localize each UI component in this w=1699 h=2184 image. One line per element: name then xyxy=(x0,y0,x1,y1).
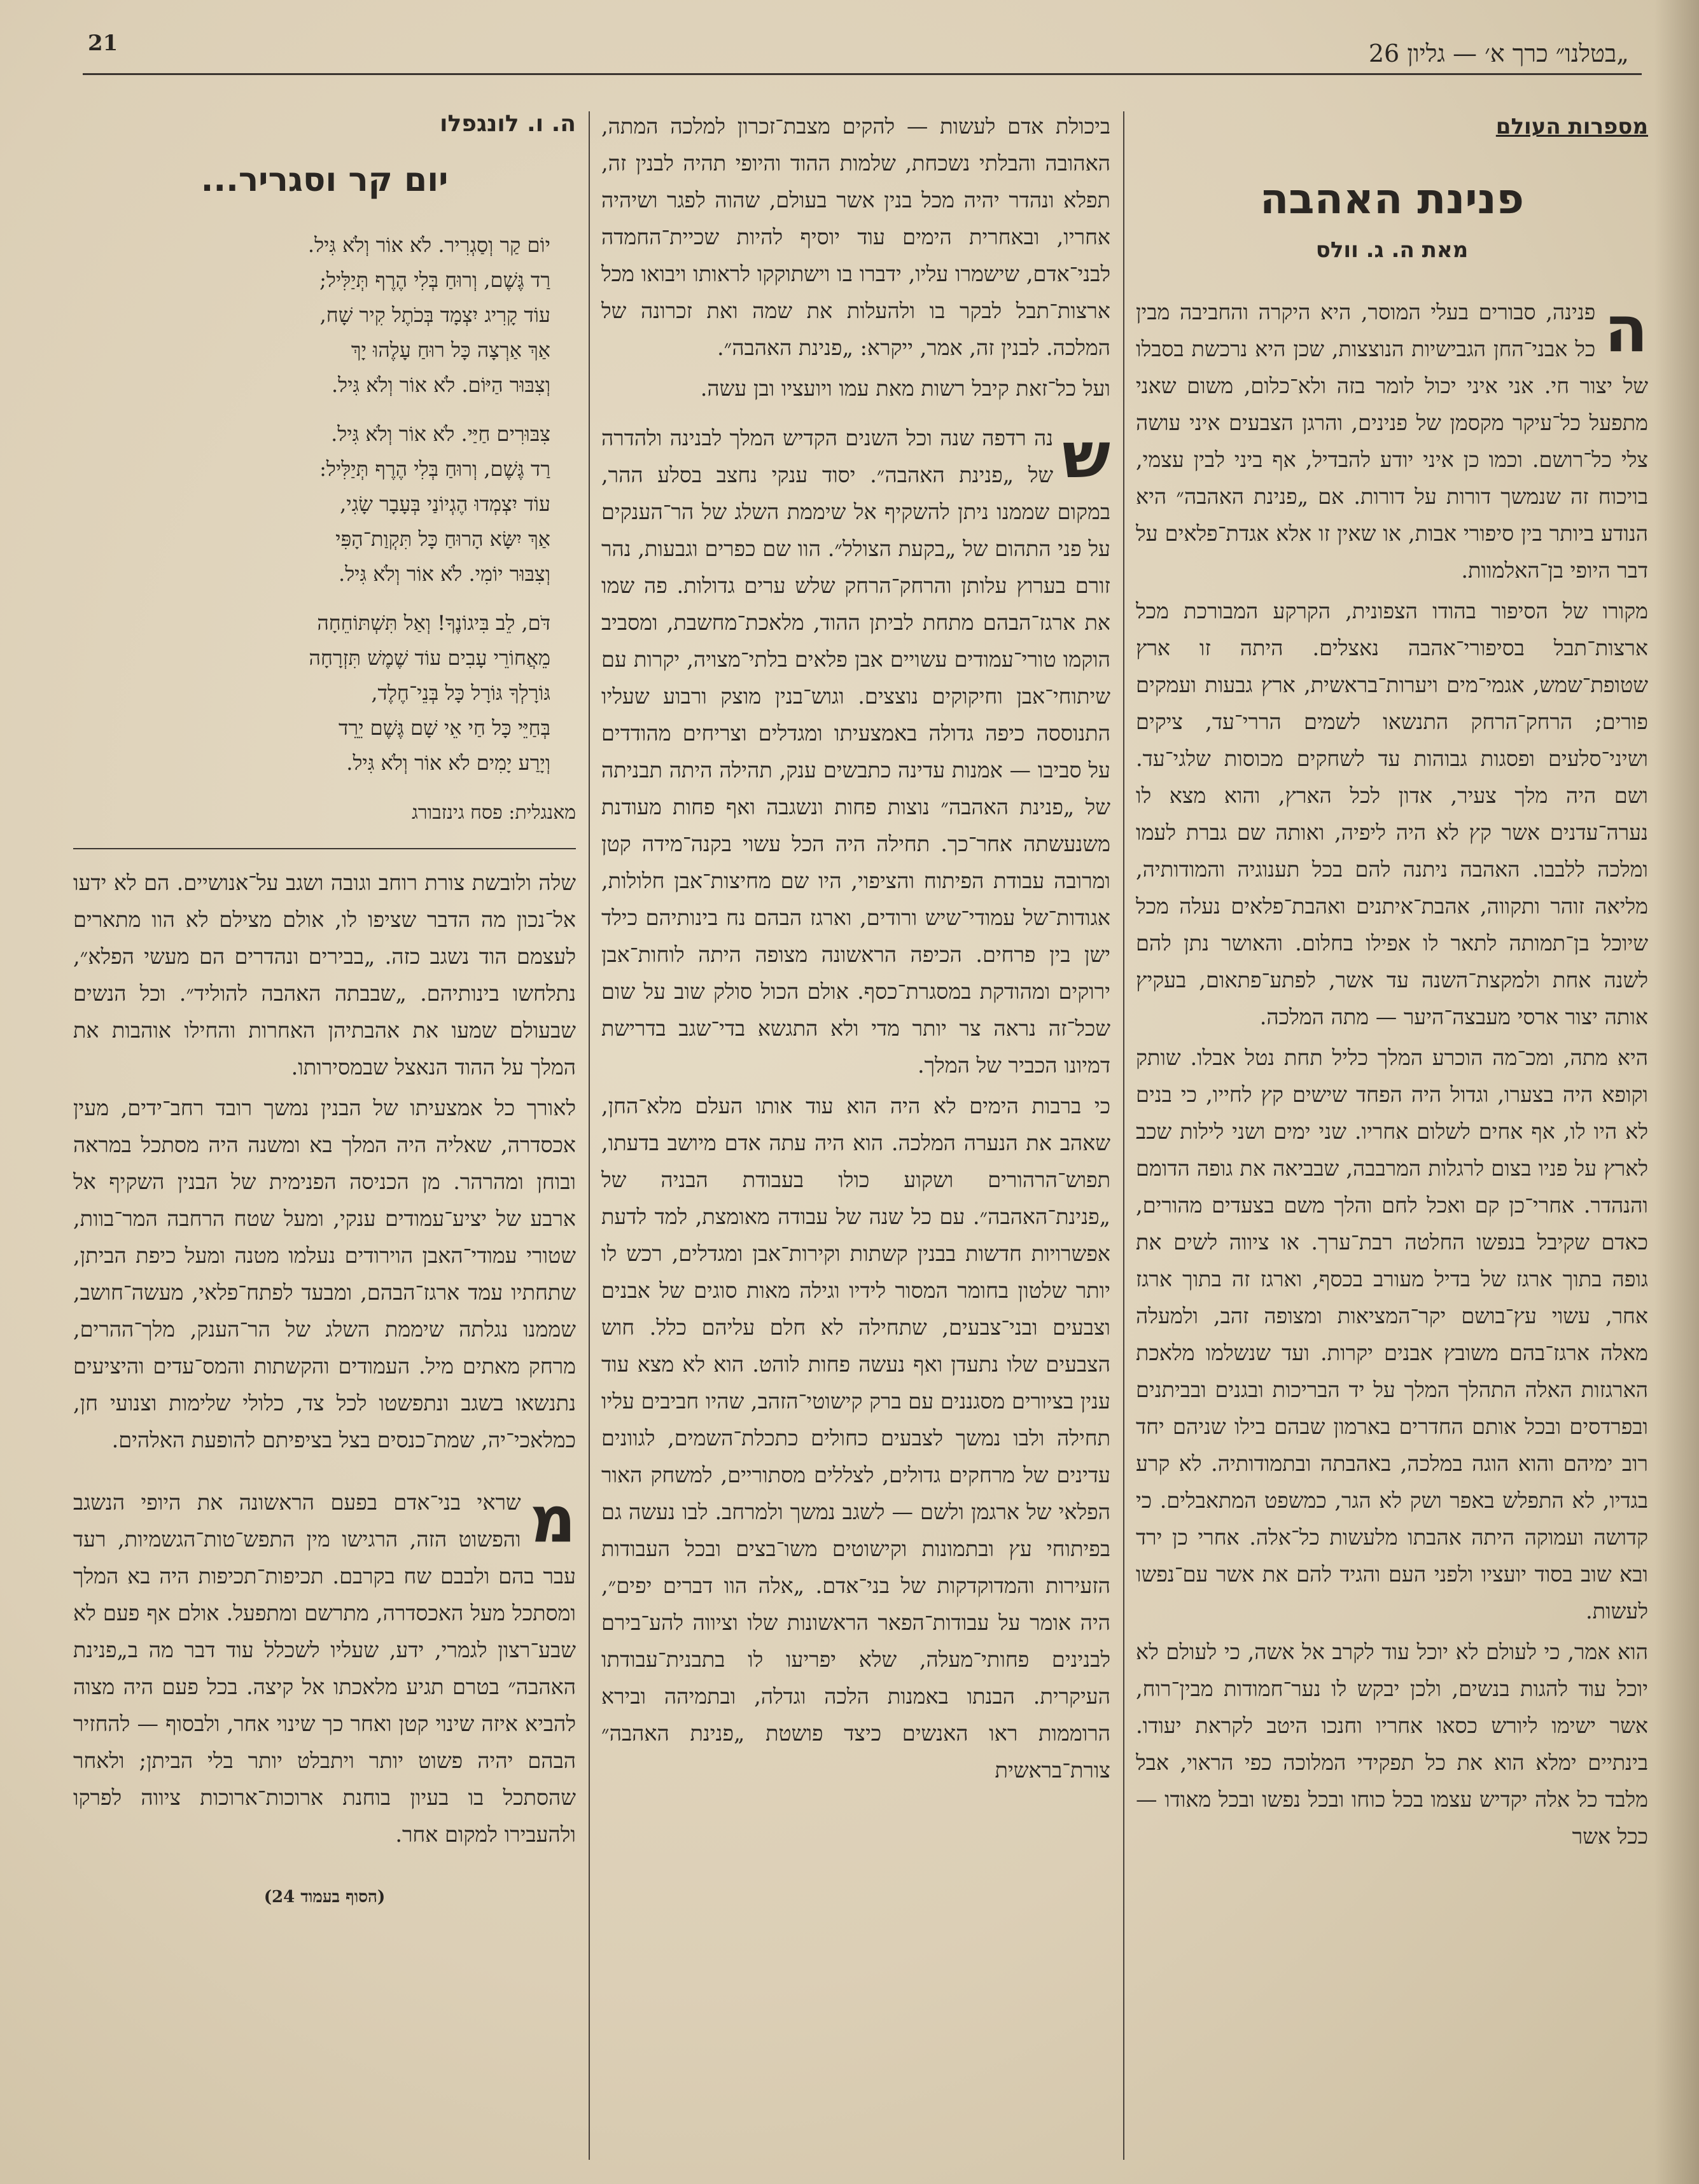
poem-line: רַד גֶּשֶׁם, וְרוּחַ בְּלִי הֶרֶף תְּיַלִּיל: xyxy=(319,457,550,481)
poem-stanza xyxy=(73,417,550,592)
drop-cap: מ xyxy=(529,1482,576,1557)
poem-line: יוֹם קַר וְסַגְרִיר. לֹא אוֹר וְלֹא גִּיל. xyxy=(307,233,550,257)
drop-cap: ש xyxy=(1062,418,1110,492)
poem-line: רַד גֶּשֶׁם, וְרוּחַ בְּלִי הֶרֶף תְּיַלִּיל; xyxy=(319,268,550,292)
paragraph: ביכולת אדם לעשות — להקים מצבת־זכרון למלכה המתה, האהובה והבלתי נשכחת, שלמות ההוד והיופי תהיה לבנין זה, תפלא ונהדר יהיה מכל בנין אשר בעולם, שהוה לפגר ושיהיה אחריו, ובאחרית הימים עוד יוסיף להיות שכיית־החמדה לבני־אדם, שישמרו עליו, ידברו בו וישתוקקו לראותו ויבואו מכל ארצות־תבל לבקר בו ולהעלות את שמה ואת זכרונה של המלכה. לבנין זה, אמר, ייקרא: „פנינת האהבה״. xyxy=(601,114,1110,360)
poem-stanza xyxy=(73,228,550,403)
article-byline: מאת ה. ג. וולס xyxy=(1315,237,1469,263)
poem-line: מֵאֲחוֹרֵי עָבִים עוֹד שֶׁמֶשׁ תִּזְרָחָה xyxy=(309,646,550,670)
poem-line: אַךְ יִשָּׂא הָרוּחַ כָּל תִּקְוַת־הָפִּי xyxy=(335,527,550,551)
poem-line: דֹּם, לֵב בִּיגוֹנֶךָ! וְאַל תִּשְׁתּוֹחֵחָה xyxy=(317,611,550,635)
page-number: 21 xyxy=(88,31,118,56)
article-title: פנינת האהבה xyxy=(1259,174,1525,223)
continued-note: (הסוף בעמוד 24) xyxy=(263,1888,386,1907)
column-divider-right xyxy=(1123,111,1124,2160)
paragraph: הוא אמר, כי לעולם לא יוכל עוד לקרב אל אשה, כי לעולם לא יוכל עוד להגות בנשים, ולכן יבקש לו נער־חמודות מבין־רוח, אשר ישימו ליורש כסאו אחריו וחנכו היטב לקראת יעודו. בינתיים ימלא הוא את כל תפקידי המלוכה כפי הראוי, אבל מלבד כל אלה יקדיש עצמו בכל כוחו ובכל נפשו ובכל מאודו — ככל אשר xyxy=(1136,1639,1648,1849)
page-fold-shadow xyxy=(1654,0,1699,2184)
article-column-middle xyxy=(601,108,1110,2163)
drop-cap: ה xyxy=(1604,292,1648,366)
poem-line: בְּחַיֵּי כָּל חַי אֵי שָׁם גֶּשֶׁם יֵרֵד xyxy=(338,716,550,740)
paragraph: ועל כל־זאת קיבל רשות מאת עמו ויועציו ובן עשה. xyxy=(700,376,1110,401)
section-heading: מספרות העולם xyxy=(1495,114,1648,139)
poem-line: אַךְ אַרְצָה כָּל רוּחַ עָלֶהוּ יָךְ xyxy=(351,338,550,362)
paragraph: ש נה רדפה שנה וכל השנים הקדיש המלך לבנינה ולהדרה של „פנינת האהבה״. יסוד ענקי נחצב בסלע ההר, במקום שממנו ניתן להשקיף אל שיממת השלג של הר־הענקים על פני התהום של „בקעת הצולל״. הוו שם כפרים וגבעות, נהר זורם בערוץ עלותן והרחק־הרחק שלש ערים גדולות. פה שמו את ארגז־הבהם מתחת לביתן ההוד, מלאכת־מחשבת, ומסביב הוקמו טורי־עמודים עשויים אבן פלאים בלתי־מצויה, יקרות עם שיתוחי־אבן וחיקוקים נוצצים. וגוש־בנין מוצק ורבוע שעליו התנוססה כיפה גדולה באמצעיתו ומגדלים וצריחים מהודדים על סביבו — אמנות עדינה כתבשים ענק, תהילה היתה תבניתה של „פנינת האהבה״ נוצות פחות ונשגבה ואף פחות מעודנת משנעשתה אחר־כך. תחילה היה הכל עשוי בקנה־מידה קטן ומרובה עבודת הפיתוח והציפוי, היו שם מחיצות־אבן חלולות, אגודות־של עמודי־שיש ורודים, וארגז הבהם נח בינותיהם כילד ישן בין פרחים. הכיפה הראשונה מצופה היתה לוחות־אבן ירוקים ומהודקת במסגרת־כסף. אולם הכול סולק שוב על שום שכל־זה נראה צר יותר מדי ולא התגשא בדי־שגב בדרישת דמיונו הכביר של המלך. xyxy=(601,418,1110,1078)
poem-stanza xyxy=(73,606,550,781)
page-header xyxy=(76,25,1654,70)
paragraph: מקורו של הסיפור בהודו הצפונית, הקרקע המבורכת מכל ארצות־תבל בסיפורי־אהבה נאצלים. היתה זו ארץ שטופת־שמש, אגמי־מים ויערות־בראשית, ארץ גבעות ועמקים פורים; הרחק־הרחק התנשאו לשמים הררי־עד, ציקים ושיני־סלעים ופסגות גבוהות עד לשחקים מכוסות שלגי־עד. ושם היה מלך צעיר, אדון לכל הארץ, והוא מצא לו נערה־עדנים אשר קץ לא היה ליפיה, ואותה שם גברת לעמו ומלכה ללבבו. האהבה ניתנה להם בכל תענוגיה והמודותיה, מליאה זוהר ותקווה, אהבת־איתנים ואהבת־פלאים נעלה מכל שיוכל בן־תמותה לתאר לו אפילו בחלום. והאושר נתן להם לשנה אחת ולמקצת־השנה עד אשר, לפתע־פתאום, בעקיץ אותה יצור ארסי מעבצה־היער — מתה המלכה. xyxy=(1136,599,1648,1029)
paragraph: לאורך כל אמצעיתו של הבנין נמשך רובד רחב־ידים, מעין אכסדרה, שאליה היה המלך בא ומשנה היה מסתכל במראה ובוחן ומהרהר. מן הכניסה הפנימית של הבנין השקיף אל ארבע של יציע־עמודים ענקי, ומעל שטח הרחבה המר־בוות, שטורי עמודי־האבן הוירודים נעלמו מטנה ומעל כיפת הביתן, שתחתיו עמד ארגז־הבהם, ומבעד לפתח־פלאי, מעשה־חושב, שממנו נגלתה שיממת השלג של הר־הענק, מלך־ההרים, מרחק מאתים מיל. העמודים והקשתות והמס־עדים והיציעים נתנשאו בשגב ונתפשטו לכל צד, כלולי שלימות וצנועי חן, כמלאכי־יה, שמת־כנסים בצל בציפיתם להופעת האלהים. xyxy=(73,1095,576,1452)
poem-line: עוֹד קָרִיג יִצְמָד בְּכֹתֶל קִיר שָׁח, xyxy=(319,303,550,327)
article-column-left xyxy=(73,108,576,2163)
poem-line: עוֹד יִצְמְדוּ הֶגְיוֹנַי בְּעָבָר שָׂגִי, xyxy=(340,492,550,516)
paragraph: היא מתה, ומכ־מה הוכרע המלך כליל תחת נטל אבלו. שותק וקופא היה בצערו, וגדול היה הפחד שישים קץ לחייו, כי בנים לא היו לו, אף אחים לשלום אחריו. שני ימים ושני לילות שכב לארץ על פניו בצום לרגלות המרבבה, שבביאה את גופה הדומם והנהדר. אחרי־כן קם ואכל לחם והלך משם בצעדים מהורים, כאדם שקיבל בנפשו החלטה רבת־ערך. או ציווה לשים את גופה בתוך ארגז של בדיל מעורב בכסף, וארגז זה בתוך ארגז אחר, עשוי עץ־בושם יקר־המציאות ומצופה זהב, ולמעלה מאלה ארגז־בהם משובץ אבנים יקרות. ועד שנשלמו מלאכת הארגזות האלה התהלך המלך על יד הבריכות ובגנים ובביתנים ובפרדסים ובכל אותם החדרים בארמון שבהם בילו שניהם יחד רוב ימיהם והוא הוגה במלכה, באהבתה ובתמודותיה. לא קרע בגדיו, לא התפלש באפר ושק לא הגר, כמשפט המתאבלים. כי קדושה ועמוקה היתה אהבתו מלעשות כל־אלה. אחרי כן ירד ובא שוב בסוד יועציו ולפני העם והגיד להם את אשר עם־נפשו לעשות. xyxy=(1136,1045,1648,1624)
poem-line: וְצִבּוּר יוֹמִי. לֹא אוֹר וְלֹא גִּיל. xyxy=(339,562,550,586)
paragraph: כי ברבות הימים לא היה הוא עוד אותו העלם מלא־החן, שאהב את הנערה המלכה. הוא היה עתה אדם מיושב בדעתו, תפוש־הרהורים ושקוע כולו בעבודת הבניה של „פנינת־האהבה״. עם כל שנה של עבודה מאומצת, למד לדעת אפשרויות חדשות בבנין קשתות וקירות־אבן ומגדלים, רכש לו יותר שלטון בחומר המסור לידיו וגילה מאות סוגים של אבנים וצבעים ובני־צבעים, שתחילה לא חלם עליהם כלל. חוש הצבעים שלו נתעדן ואף נעשה פחות לוהט. הוא לא מצא עוד ענין בציורים מסגננים עם ברק קישוטי־הזהב, שהיו חביבים עליו תחילה ולבו נמשך לצבעים כחולים כתכלת־השמים, לגוונים עדינים של מרחקים גדולים, לצללים מסתוריים, למשחק האור הפלאי של ארגמן ולשם — לשגב נמשך ולמרחב. לבו נעשה גם בפיתוחי עץ ובתמונות וקישוטים משו־בצים ובכל העבודות הזעירות והמדוקדקות של בני־אדם. „אלה הוו דברים יפים״, היה אומר על עבודות־הפאר הראשונות שלו וציווה להע־בירם לבנינים פחותי־מעלה, שלא יפריעו לו בתבנית־עבודתו העיקרית. הבנתו באמנות הלכה וגדלה, ובתמיהה ובירא הרוממות ראו האנשים כיצד פושטת „פנינת האהבה״ צורת־בראשית xyxy=(601,1094,1110,1783)
poem-author: ה. ו. לונגפלו xyxy=(440,111,576,137)
header-rule xyxy=(83,73,1642,75)
poem-line: וְיָרַע יָמִים לֹא אוֹר וְלֹא גִּיל. xyxy=(346,751,550,775)
article-column-right xyxy=(1136,108,1648,2163)
paragraph: ה פנינה, סבורים בעלי המוסר, היא היקרה והחביבה מבין כל אבני־החן הגבישיות הנוצצות, שכן היא נרכשת בסבלו של יצור חי. אני איני יכול לומר בזה ולא־כלום, משום שאני מתפעל כל־עיקר מקסמן של פנינים, והרגן הצבעים איני עושה צלי כל־רושם. וכמו כן איני יודע להבדיל, אף ביני לבין עצמי, בויכוח זה שנמשך דורות על דורות. אם „פנינת האהבה״ היא הנודע ביותר בין סיפורי אבות, או שאין זו אלא אגדת־פלאים על דבר היופי בן־האלמוות. xyxy=(1136,292,1648,583)
poem-line: גּוֹרָלְךָ גּוֹרָל כָּל בְּנֵי־חֶלֶד, xyxy=(371,681,550,705)
poem-translator: מאנגלית: פסח גינזבורג xyxy=(411,802,576,824)
paragraph: שלה ולובשת צורת רוחב וגובה ושגב על־אנושיים. הם לא ידעו אל־נכון מה הדבר שציפו לו, אולם מצילם לא הוו מתארים לעצמם הוד נשגב כזה. „בבירים ונהדרים הם מעשי הפלא״, נתלחשו בינותיהם. „שבבתה האהבה להוליד״. וכל הנשים שבעולם שמעו את אהבתיהן האחרות והחילו אוהבות את המלך על ההוד הנאצל שבמסירותו. xyxy=(73,870,576,1080)
poem-line: וְצִבּוּר הַיּוֹם. לֹא אוֹר וְלֹא גִּיל. xyxy=(332,373,550,397)
column-divider-left xyxy=(589,111,590,2160)
poem-title: יום קר וסגריר... xyxy=(200,161,449,199)
section-divider xyxy=(73,848,576,849)
journal-title: „בטלנו״ כרך א׳ — גליון 26 xyxy=(1368,39,1629,67)
poem-line: צִבּוּרִים חַיַּי. לֹא אוֹר וְלֹא גִּיל. xyxy=(331,422,550,446)
paragraph: מ שראי בני־אדם בפעם הראשונה את היופי הנשגב והפשוט הזה, הרגישו מין התפש־טות־הגשמיות, רעד עבר בהם ולבבם שח בקרבם. תכיפות־תכיפות היה בא המלך ומסתכל מעל האכסדרה, מתרשם ומתפעל. אולם אף פעם לא שבע־רצון לגמרי, ידע, שעליו לשכלל עוד דבר מה ב„פנינת האהבה״ בטרם תגיע מלאכתו אל קיצה. בכל פעם היה מצוה להביא איזה שינוי קטן ואחר כך שינוי אחר, ולבסוף — להחזיר הבהם יהיה פשוט יותר ויתבלט יותר בלי הביתן; ולאחר שהסתכל בו בעיון בוחנת ארוכות־ארוכות ציווה לפרקו ולהעבירו למקום אחר. xyxy=(73,1482,576,1847)
